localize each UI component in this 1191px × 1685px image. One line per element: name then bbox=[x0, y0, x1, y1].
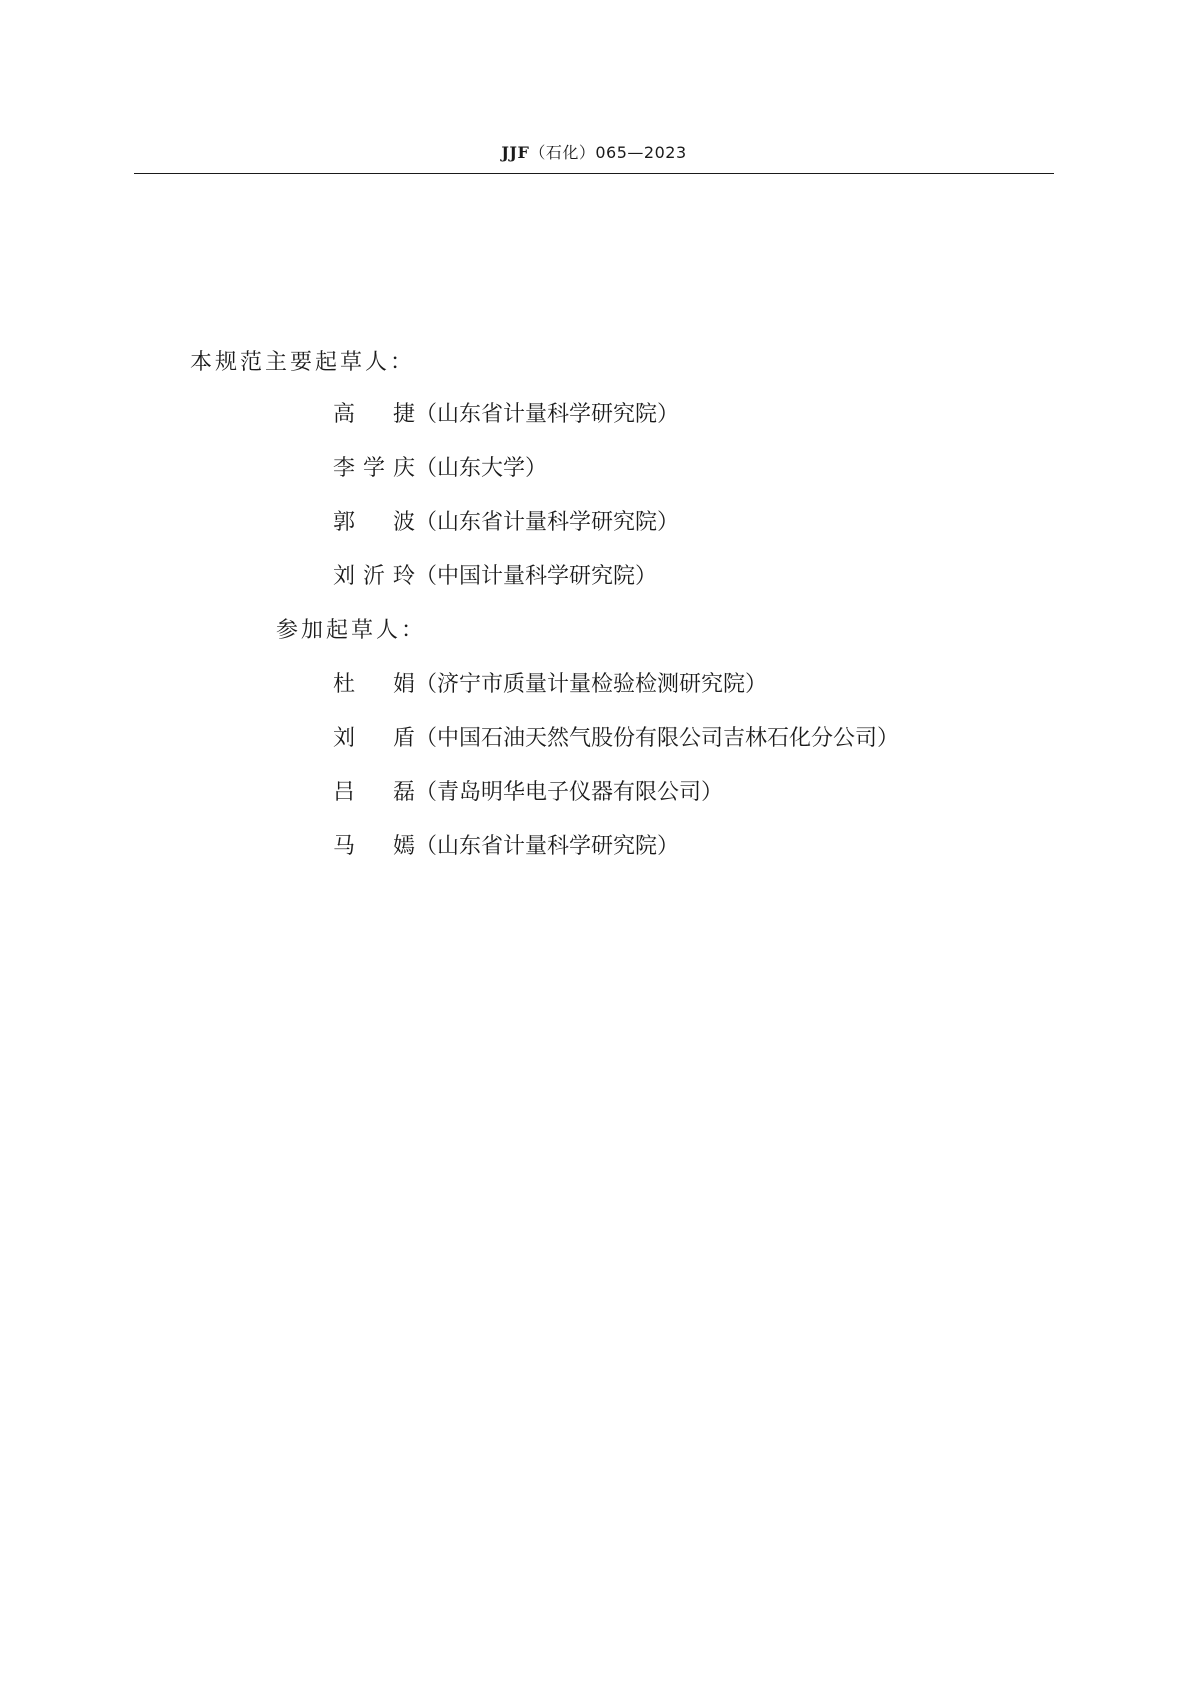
page-header bbox=[134, 140, 1054, 163]
drafter-organization: （ 山东省计量科学研究院 ） bbox=[415, 397, 679, 428]
main-drafter-item bbox=[333, 451, 547, 482]
participating-drafter-item bbox=[333, 775, 723, 806]
participating-drafter-item bbox=[333, 721, 899, 752]
participating-drafter-item bbox=[333, 667, 767, 698]
main-drafter-item bbox=[333, 505, 679, 536]
drafter-name: 李学庆 bbox=[333, 456, 415, 481]
drafter-name: 刘沂玲 bbox=[333, 564, 415, 589]
main-drafter-item bbox=[333, 559, 657, 590]
drafter-organization: （ 中国石油天然气股份有限公司吉林石化分公司 ） bbox=[415, 721, 899, 752]
drafter-organization: （ 山东大学 ） bbox=[415, 451, 547, 482]
main-drafters-title: 本规范主要起草人： bbox=[190, 350, 416, 375]
drafter-organization: （ 青岛明华电子仪器有限公司 ） bbox=[415, 775, 723, 806]
drafter-name: 高 捷 bbox=[333, 402, 415, 427]
drafter-name: 马 嫣 bbox=[333, 834, 415, 859]
standard-code-number: （石化）065—2023 bbox=[529, 143, 687, 162]
drafter-organization: （ 山东省计量科学研究院 ） bbox=[415, 829, 679, 860]
drafter-name: 郭 波 bbox=[333, 510, 415, 535]
drafter-organization: （ 济宁市质量计量检验检测研究院 ） bbox=[415, 667, 767, 698]
standard-code-prefix: JJF bbox=[501, 143, 530, 162]
participating-drafter-item bbox=[333, 829, 679, 860]
header-divider bbox=[134, 173, 1054, 174]
drafter-name: 刘 盾 bbox=[333, 726, 415, 751]
drafter-name: 吕 磊 bbox=[333, 780, 415, 805]
main-drafter-item bbox=[333, 397, 679, 428]
drafter-name: 杜 娟 bbox=[333, 672, 415, 697]
participating-drafters-title: 参加起草人： bbox=[276, 618, 427, 643]
drafter-organization: （ 中国计量科学研究院 ） bbox=[415, 559, 657, 590]
drafter-organization: （ 山东省计量科学研究院 ） bbox=[415, 505, 679, 536]
